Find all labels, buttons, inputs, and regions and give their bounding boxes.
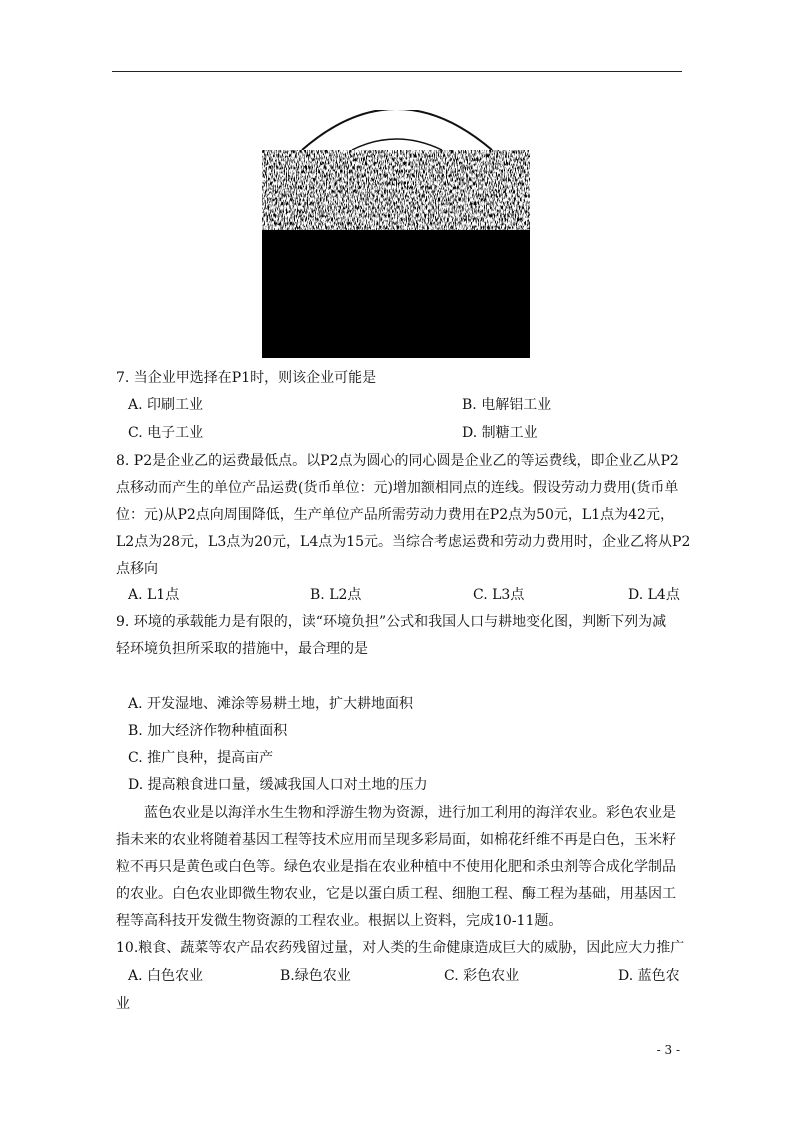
- page-number: - 3 -: [656, 1043, 680, 1057]
- q8-option-a: A. L1点: [128, 587, 180, 603]
- q10-option-d: D. 蓝色农: [618, 968, 680, 984]
- q10-option-b: B.绿色农业: [280, 968, 351, 984]
- q9-option-a: A. 开发湿地、滩涂等易耕土地，扩大耕地面积: [128, 696, 414, 712]
- q9-line-2: 轻环境负担所采取的措施中，最合理的是: [116, 641, 368, 657]
- passage-line-5: 程等高科技开发微生物资源的工程农业。根据以上资料，完成10-11题。: [116, 913, 563, 929]
- q9-option-c: C. 推广良种，提高亩产: [128, 750, 274, 766]
- passage-line-2: 指未来的农业将随着基因工程等技术应用而呈现多彩局面，如棉花纤维不再是白色，玉米籽: [116, 832, 676, 848]
- inner-arc: [352, 139, 442, 150]
- noise-band: [262, 150, 530, 230]
- q8-option-c: C. L3点: [473, 587, 525, 603]
- q7-stem: 7. 当企业甲选择在P1时，则该企业可能是: [116, 370, 377, 386]
- q10-option-c: C. 彩色农业: [444, 968, 520, 984]
- q8-option-d: D. L4点: [628, 587, 680, 603]
- passage-line-4: 的农业。白色农业即微生物农业，它是以蛋白质工程、细胞工程、酶工程为基础，用基因工: [116, 886, 676, 902]
- q9-option-b: B. 加大经济作物种植面积: [128, 723, 288, 739]
- q10-option-a: A. 白色农业: [128, 968, 204, 984]
- q10-stem: 10.粮食、蔬菜等农产品农药残留过量，对人类的生命健康造成巨大的威胁，因此应大力推广: [116, 940, 685, 956]
- q10-option-d-wrap: 业: [116, 996, 130, 1012]
- q7-option-b: B. 电解铝工业: [462, 397, 552, 413]
- q7-option-d: D. 制糖工业: [462, 425, 538, 441]
- q7-option-a: A. 印刷工业: [128, 397, 204, 413]
- q8-option-b: B. L2点: [310, 587, 362, 603]
- passage-line-3: 粒不再只是黄色或白色等。绿色农业是指在农业种植中不使用化肥和杀虫剂等合成化学制品: [116, 859, 676, 875]
- outer-arc: [302, 110, 492, 150]
- q9-line-1: 9. 环境的承载能力是有限的，读“环境负担”公式和我国人口与耕地变化图，判断下列为减: [116, 614, 667, 630]
- q9-option-d: D. 提高粮食进口量，缓减我国人口对土地的压力: [128, 777, 428, 793]
- passage-line-1: 蓝色农业是以海洋水生生物和浮游生物为资源，进行加工利用的海洋农业。彩色农业是: [144, 805, 676, 821]
- black-block: [262, 230, 530, 358]
- q8-line-4: L2点为28元，L3点为20元，L4点为15元。当综合考虑运费和劳动力费用时，企业乙将从P2: [116, 534, 691, 550]
- q8-line-1: 8. P2是企业乙的运费最低点。以P2点为圆心的同心圆是企业乙的等运费线，即企业乙从P2: [116, 453, 679, 469]
- header-rule: [112, 71, 682, 72]
- q8-line-3: 位：元)从P2点向周围降低，生产单位产品所需劳动力费用在P2点为50元，L1点为42元，: [116, 507, 674, 523]
- q8-line-2: 点移动而产生的单位产品运费(货币单位：元)增加额相同点的连线。假设劳动力费用(货币单: [116, 480, 679, 496]
- q8-line-5: 点移向: [116, 561, 158, 577]
- q7-option-c: C. 电子工业: [128, 425, 204, 441]
- location-figure: [262, 110, 530, 358]
